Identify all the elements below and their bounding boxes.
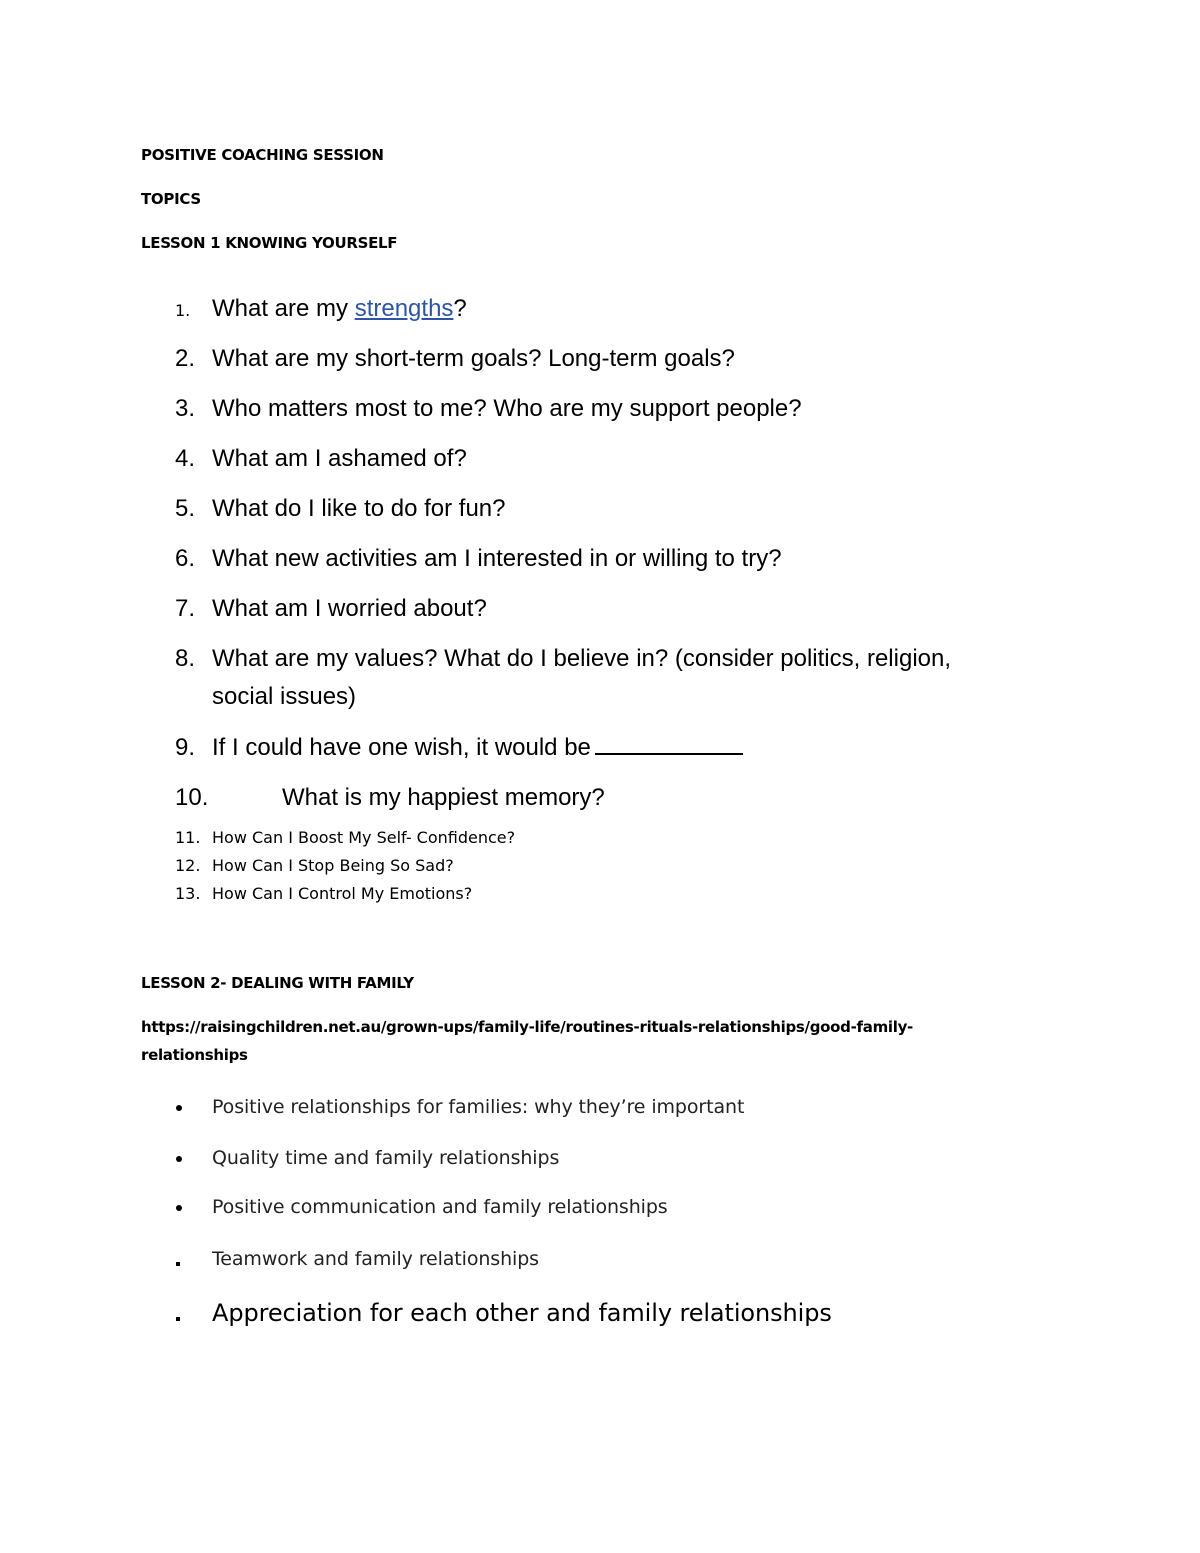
bullet-icon — [176, 1317, 180, 1321]
resource-url-link[interactable]: https://raisingchildren.net.au/grown-ups/family-life/routines-rituals-relationships/good-family- — [141, 1018, 913, 1036]
lesson2-heading: LESSON 2- DEALING WITH FAMILY — [141, 974, 414, 992]
list-item-text: If I could have one wish, it would be — [212, 734, 743, 762]
bullet-icon — [176, 1262, 180, 1266]
list-number: 4. — [175, 445, 196, 472]
list-number: 13. — [175, 884, 201, 903]
list-item-text-continued: social issues) — [212, 683, 357, 710]
list-number: 1. — [175, 301, 191, 320]
bullet-icon — [176, 1105, 182, 1111]
list-number: 9. — [175, 734, 196, 761]
list-number: 12. — [175, 856, 201, 875]
list-number: 7. — [175, 595, 196, 622]
list-item-text: Appreciation for each other and family relationships — [212, 1299, 832, 1327]
list-item-text: What are my values? What do I believe in? (consider politics, religion, — [212, 645, 952, 672]
list-number: 6. — [175, 545, 196, 572]
list-number: 8. — [175, 645, 196, 672]
lesson1-heading: LESSON 1 KNOWING YOURSELF — [141, 234, 398, 252]
list-item-text: What do I like to do for fun? — [212, 495, 506, 522]
list-item-text: How Can I Stop Being So Sad? — [212, 856, 454, 875]
document-title: POSITIVE COACHING SESSION — [141, 146, 384, 164]
list-item-text: What new activities am I interested in or willing to try? — [212, 545, 782, 572]
list-item-text: What am I ashamed of? — [212, 445, 467, 472]
list-item-text: Teamwork and family relationships — [212, 1248, 539, 1270]
list-item-text: How Can I Boost My Self- Confidence? — [212, 828, 516, 847]
list-number: 10. — [175, 784, 209, 811]
list-item-text: What is my happiest memory? — [282, 784, 605, 811]
list-item-text: Who matters most to me? Who are my support people? — [212, 395, 802, 422]
strengths-link[interactable]: strengths — [354, 295, 454, 322]
list-number: 3. — [175, 395, 196, 422]
list-item-text: How Can I Control My Emotions? — [212, 884, 473, 903]
list-item-text: Quality time and family relationships — [212, 1147, 560, 1169]
resource-url-link-continued[interactable]: relationships — [141, 1046, 248, 1064]
list-item-text: What are my short-term goals? Long-term goals? — [212, 345, 735, 372]
list-number: 5. — [175, 495, 196, 522]
topics-label: TOPICS — [141, 190, 201, 208]
list-item-text: Positive relationships for families: why they’re important — [212, 1096, 745, 1118]
bullet-icon — [176, 1205, 182, 1211]
bullet-icon — [176, 1156, 182, 1162]
list-item-text: Positive communication and family relationships — [212, 1196, 668, 1218]
list-number: 11. — [175, 828, 201, 847]
answer-blank-line — [595, 735, 743, 755]
list-item-text: What are my strengths? — [212, 295, 467, 322]
list-item-text: What am I worried about? — [212, 595, 487, 622]
list-number: 2. — [175, 345, 196, 372]
